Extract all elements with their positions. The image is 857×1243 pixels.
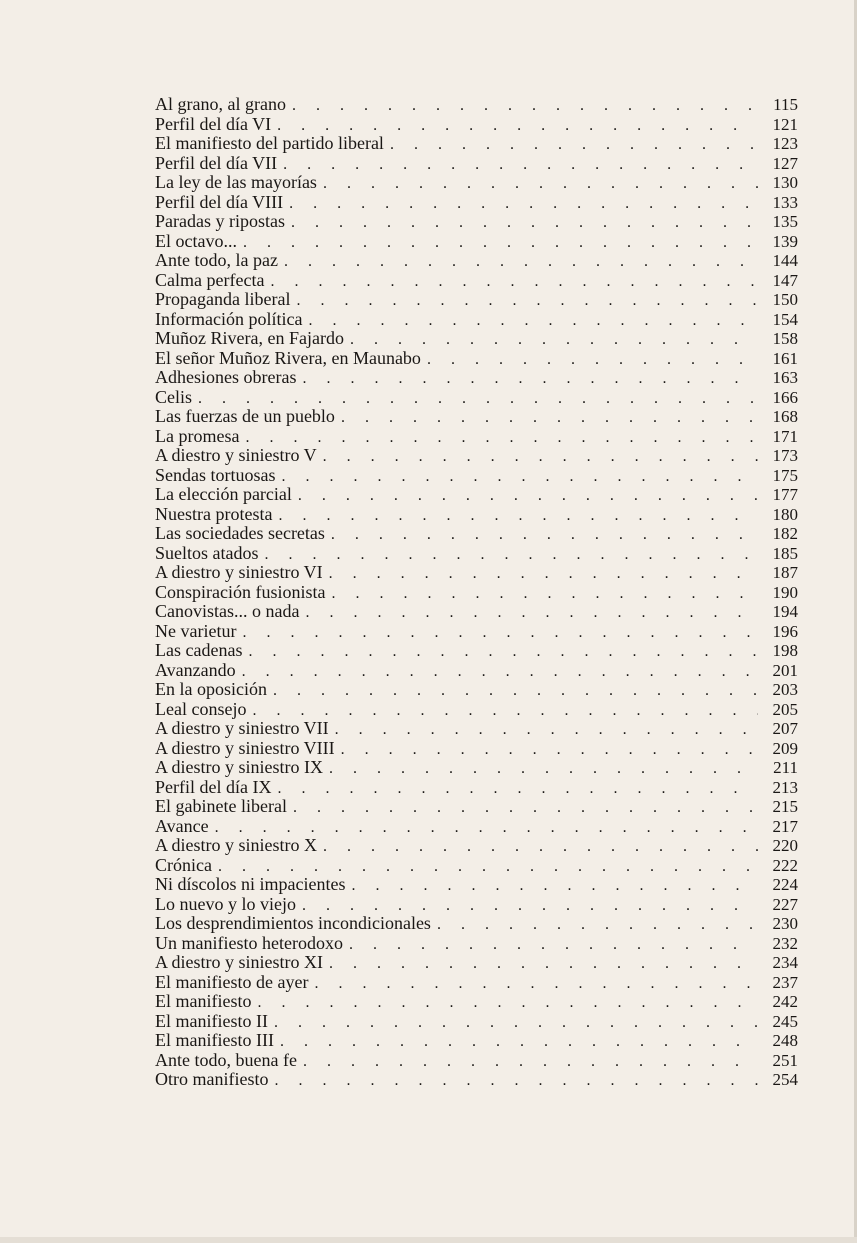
- toc-entry-title: El señor Muñoz Rivera, en Maunabo: [155, 348, 421, 368]
- toc-entry-title: Información política: [155, 309, 303, 329]
- toc-entry-page-number: 150: [772, 290, 798, 309]
- toc-entry-title: Avance: [155, 816, 209, 836]
- toc-entry-title: Ante todo, buena fe: [155, 1050, 297, 1070]
- toc-leader-dots: [236, 662, 758, 681]
- toc-entry: [155, 563, 798, 583]
- toc-entry-page-number: 166: [772, 387, 798, 407]
- toc-entry-page-number: 222: [772, 855, 798, 875]
- toc-entry-title: Al grano, al grano: [155, 95, 286, 114]
- toc-leader-dots: [242, 642, 758, 661]
- toc-leader-dots: [192, 389, 758, 408]
- toc-leader-dots: [325, 584, 758, 603]
- toc-entry: [155, 310, 798, 330]
- toc-entry-title: Muñoz Rivera, en Fajardo: [155, 329, 344, 348]
- toc-entry: [155, 661, 798, 681]
- toc-leader-dots: [268, 1071, 758, 1090]
- toc-entry-page-number: 163: [772, 368, 798, 387]
- toc-entry-page-number: 211: [773, 758, 798, 777]
- toc-entry-title: Crónica: [155, 855, 212, 875]
- toc-entry-page-number: 190: [772, 582, 798, 602]
- toc-entry-title: El manifiesto III: [155, 1031, 274, 1050]
- toc-entry: [155, 212, 798, 232]
- toc-entry-title: El manifiesto de ayer: [155, 972, 309, 992]
- toc-entry-page-number: 245: [772, 1011, 798, 1031]
- toc-entry: [155, 934, 798, 954]
- toc-entry-title: Avanzando: [155, 660, 236, 680]
- toc-entry: [155, 836, 798, 856]
- toc-entry-page-number: 205: [772, 699, 798, 719]
- toc-entry-title: Calma perfecta: [155, 270, 265, 290]
- toc-leader-dots: [271, 116, 758, 135]
- toc-entry-title: Las sociedades secretas: [155, 524, 325, 543]
- toc-entry: [155, 1012, 798, 1032]
- toc-entry: [155, 914, 798, 934]
- toc-entry-page-number: 135: [772, 212, 798, 231]
- toc-leader-dots: [335, 740, 758, 759]
- toc-entry-title: Perfil del día VI: [155, 114, 272, 134]
- toc-entry: [155, 739, 798, 759]
- toc-entry: [155, 875, 798, 895]
- toc-entry-title: Otro manifiesto: [155, 1070, 269, 1089]
- toc-leader-dots: [209, 818, 758, 837]
- toc-entry: [155, 895, 798, 915]
- toc-entry: [155, 446, 798, 466]
- toc-entry-page-number: 123: [772, 134, 798, 153]
- toc-entry-page-number: 217: [772, 816, 798, 836]
- toc-entry-title: A diestro y siniestro XI: [155, 953, 323, 972]
- toc-leader-dots: [272, 506, 758, 525]
- toc-entry: [155, 953, 798, 973]
- toc-leader-dots: [329, 720, 758, 739]
- toc-leader-dots: [276, 467, 759, 486]
- toc-entry-page-number: 133: [772, 192, 798, 212]
- toc-entry-title: Paradas y ripostas: [155, 212, 285, 231]
- toc-entry-title: En la oposición: [155, 680, 267, 699]
- toc-entry-page-number: 215: [772, 797, 798, 816]
- toc-entry: [155, 173, 798, 193]
- toc-entry-page-number: 224: [772, 875, 798, 894]
- toc-entry-page-number: 130: [772, 173, 798, 192]
- toc-entry-page-number: 254: [772, 1070, 798, 1089]
- toc-entry: [155, 583, 798, 603]
- toc-leader-dots: [264, 272, 758, 291]
- toc-entry: [155, 427, 798, 447]
- toc-leader-dots: [267, 681, 758, 700]
- toc-entry: [155, 641, 798, 661]
- toc-entry-title: Sueltos atados: [155, 543, 259, 563]
- toc-entry: [155, 368, 798, 388]
- toc-entry: [155, 505, 798, 525]
- toc-entry: [155, 290, 798, 310]
- toc-entry-page-number: 251: [772, 1050, 798, 1070]
- toc-leader-dots: [296, 896, 758, 915]
- toc-entry: [155, 1031, 798, 1051]
- toc-entry-page-number: 161: [772, 348, 798, 368]
- toc-entry-title: Ni díscolos ni impacientes: [155, 875, 346, 894]
- toc-entry: [155, 271, 798, 291]
- table-of-contents: [155, 95, 798, 1090]
- toc-entry: [155, 349, 798, 369]
- toc-leader-dots: [239, 428, 758, 447]
- toc-entry-page-number: 207: [772, 719, 798, 738]
- toc-leader-dots: [431, 915, 758, 934]
- toc-entry-page-number: 158: [772, 329, 798, 348]
- toc-leader-dots: [278, 252, 758, 271]
- toc-entry-title: Adhesiones obreras: [155, 368, 297, 387]
- toc-leader-dots: [335, 408, 758, 427]
- toc-entry: [155, 485, 798, 505]
- toc-entry-page-number: 209: [772, 738, 798, 758]
- toc-leader-dots: [323, 564, 758, 583]
- toc-entry-title: A diestro y siniestro X: [155, 836, 317, 855]
- toc-entry: [155, 115, 798, 135]
- toc-leader-dots: [343, 935, 758, 954]
- toc-entry-page-number: 147: [772, 270, 798, 290]
- toc-leader-dots: [384, 135, 758, 154]
- toc-entry: [155, 154, 798, 174]
- toc-entry-page-number: 220: [772, 836, 798, 855]
- toc-entry: [155, 193, 798, 213]
- toc-entry-page-number: 173: [772, 446, 798, 465]
- toc-entry: [155, 251, 798, 271]
- toc-entry: [155, 856, 798, 876]
- toc-entry-title: El octavo...: [155, 231, 237, 251]
- toc-entry: [155, 817, 798, 837]
- toc-entry: [155, 329, 798, 349]
- toc-leader-dots: [323, 759, 758, 778]
- toc-entry-page-number: 121: [772, 114, 798, 134]
- toc-entry-page-number: 177: [772, 485, 798, 504]
- toc-entry-title: Ne varietur: [155, 621, 237, 641]
- toc-entry-title: Las fuerzas de un pueblo: [155, 407, 335, 426]
- toc-entry: [155, 232, 798, 252]
- toc-entry: [155, 1070, 798, 1090]
- toc-leader-dots: [283, 194, 758, 213]
- toc-leader-dots: [296, 369, 758, 388]
- toc-leader-dots: [323, 954, 758, 973]
- toc-entry-title: Un manifiesto heterodoxo: [155, 933, 343, 953]
- toc-entry: [155, 544, 798, 564]
- toc-entry-title: Perfil del día VIII: [155, 192, 284, 212]
- toc-entry: [155, 992, 798, 1012]
- toc-entry-page-number: 203: [772, 680, 798, 699]
- toc-entry-page-number: 234: [772, 953, 798, 972]
- toc-entry-title: Conspiración fusionista: [155, 582, 326, 602]
- toc-entry-page-number: 115: [773, 95, 798, 114]
- toc-leader-dots: [325, 525, 758, 544]
- toc-entry: [155, 797, 798, 817]
- toc-entry: [155, 407, 798, 427]
- toc-entry-page-number: 248: [772, 1031, 798, 1050]
- toc-entry-page-number: 198: [772, 641, 798, 660]
- toc-entry-page-number: 185: [772, 543, 798, 563]
- toc-entry-page-number: 127: [772, 153, 798, 173]
- toc-entry-page-number: 187: [772, 563, 798, 582]
- toc-entry-page-number: 196: [772, 621, 798, 641]
- toc-leader-dots: [317, 174, 758, 193]
- toc-leader-dots: [308, 974, 758, 993]
- page-edge-bottom: [0, 1237, 857, 1243]
- toc-entry: [155, 758, 798, 778]
- toc-leader-dots: [268, 1013, 758, 1032]
- toc-entry-title: El manifiesto II: [155, 1011, 268, 1031]
- toc-entry: [155, 134, 798, 154]
- toc-entry-page-number: 180: [772, 504, 798, 524]
- toc-leader-dots: [421, 350, 758, 369]
- toc-entry-title: Canovistas... o nada: [155, 602, 300, 621]
- toc-entry-page-number: 182: [772, 524, 798, 543]
- toc-entry-title: A diestro y siniestro V: [155, 446, 317, 465]
- toc-leader-dots: [344, 330, 758, 349]
- toc-entry-title: La elección parcial: [155, 485, 292, 504]
- toc-entry-page-number: 194: [772, 602, 798, 621]
- toc-entry-title: Propaganda liberal: [155, 290, 291, 309]
- toc-leader-dots: [237, 233, 758, 252]
- toc-leader-dots: [317, 837, 758, 856]
- toc-leader-dots: [251, 993, 758, 1012]
- toc-entry: [155, 973, 798, 993]
- toc-leader-dots: [302, 311, 758, 330]
- toc-entry-title: A diestro y siniestro IX: [155, 758, 323, 777]
- toc-entry: [155, 778, 798, 798]
- toc-entry-title: Leal consejo: [155, 699, 247, 719]
- toc-leader-dots: [345, 876, 758, 895]
- toc-entry-page-number: 154: [772, 309, 798, 329]
- toc-entry-page-number: 201: [772, 660, 798, 680]
- toc-leader-dots: [246, 701, 758, 720]
- toc-entry-title: Sendas tortuosas: [155, 465, 276, 485]
- toc-entry-page-number: 227: [772, 894, 798, 914]
- toc-leader-dots: [212, 857, 758, 876]
- toc-leader-dots: [290, 291, 758, 310]
- toc-entry-title: A diestro y siniestro VIII: [155, 738, 335, 758]
- toc-entry-title: Celis: [155, 387, 193, 407]
- toc-entry-page-number: 175: [772, 465, 798, 485]
- toc-entry-page-number: 213: [772, 777, 798, 797]
- toc-entry: [155, 95, 798, 115]
- toc-entry-title: Los desprendimientos incondicionales: [155, 914, 431, 933]
- toc-entry: [155, 524, 798, 544]
- toc-entry-title: Perfil del día VII: [155, 153, 278, 173]
- toc-entry-title: El manifiesto: [155, 992, 252, 1011]
- toc-leader-dots: [277, 155, 758, 174]
- toc-entry-page-number: 232: [772, 933, 798, 953]
- toc-leader-dots: [287, 798, 758, 817]
- toc-entry-title: Ante todo, la paz: [155, 251, 278, 270]
- toc-entry-title: Las cadenas: [155, 641, 243, 660]
- toc-entry-title: La ley de las mayorías: [155, 173, 317, 192]
- toc-entry-title: El gabinete liberal: [155, 797, 287, 816]
- toc-entry-title: La promesa: [155, 426, 240, 446]
- toc-leader-dots: [286, 96, 758, 115]
- toc-entry-title: A diestro y siniestro VII: [155, 719, 329, 738]
- toc-entry: [155, 700, 798, 720]
- toc-leader-dots: [285, 213, 758, 232]
- toc-leader-dots: [292, 486, 758, 505]
- toc-leader-dots: [271, 779, 758, 798]
- toc-leader-dots: [236, 623, 758, 642]
- toc-entry-title: El manifiesto del partido liberal: [155, 134, 384, 153]
- toc-entry-page-number: 168: [772, 407, 798, 426]
- toc-entry-page-number: 237: [772, 972, 798, 992]
- toc-entry-page-number: 144: [772, 251, 798, 270]
- toc-entry: [155, 1051, 798, 1071]
- toc-entry-page-number: 171: [772, 426, 798, 446]
- toc-leader-dots: [274, 1032, 758, 1051]
- toc-leader-dots: [259, 545, 759, 564]
- toc-leader-dots: [299, 603, 758, 622]
- toc-entry-title: Lo nuevo y lo viejo: [155, 894, 296, 914]
- toc-entry-page-number: 139: [772, 231, 798, 251]
- toc-entry-title: A diestro y siniestro VI: [155, 563, 323, 582]
- toc-entry: [155, 719, 798, 739]
- toc-leader-dots: [297, 1052, 758, 1071]
- toc-entry: [155, 622, 798, 642]
- toc-entry: [155, 602, 798, 622]
- toc-entry-page-number: 230: [772, 914, 798, 933]
- toc-entry: [155, 680, 798, 700]
- toc-entry: [155, 388, 798, 408]
- toc-entry-title: Nuestra protesta: [155, 504, 273, 524]
- toc-leader-dots: [317, 447, 758, 466]
- toc-entry-title: Perfil del día IX: [155, 777, 272, 797]
- toc-entry-page-number: 242: [772, 992, 798, 1011]
- toc-entry: [155, 466, 798, 486]
